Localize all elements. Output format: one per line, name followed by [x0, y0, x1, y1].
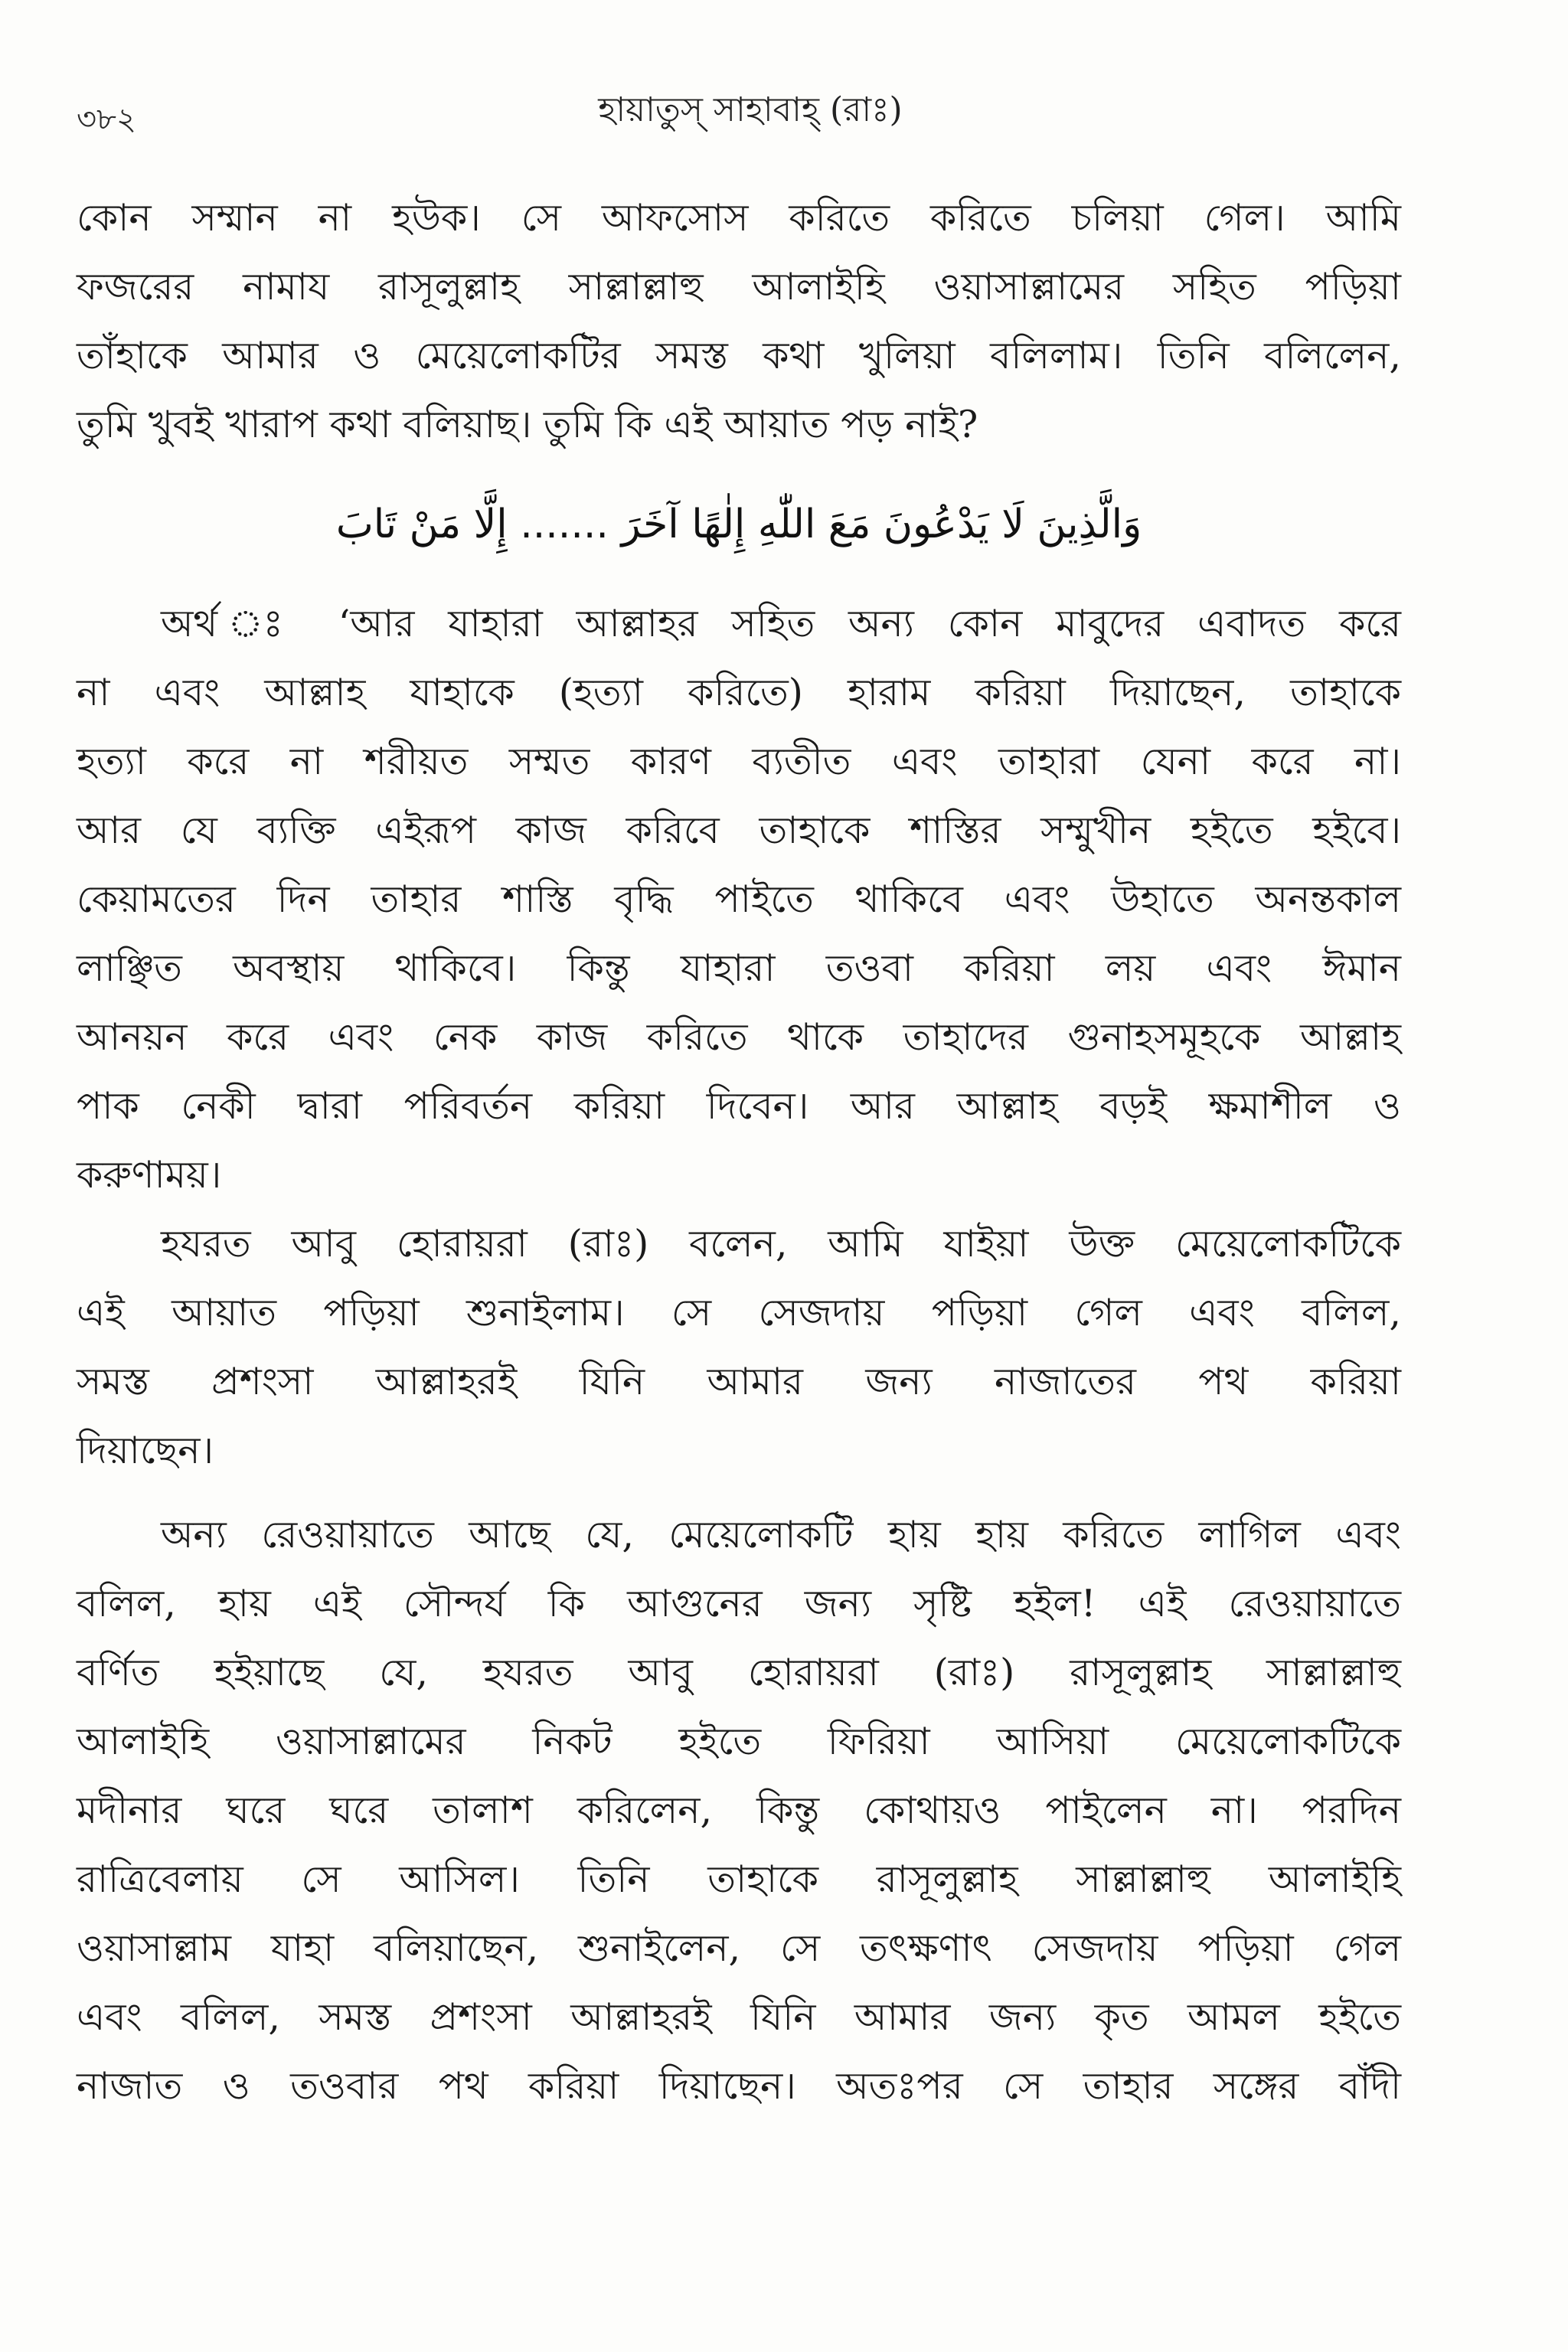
text-line: না এবং আল্লাহ যাহাকে (হত্যা করিতে) হারাম করিয়া দিয়াছেন, তাহাকে [77, 671, 1401, 714]
text-line: এবং বলিল, সমস্ত প্রশংসা আল্লাহরই যিনি আমার জন্য কৃত আমল হইতে [77, 1995, 1401, 2039]
text-line: বলিল, হায় এই সৌন্দর্য কি আগুনের জন্য সৃষ্টি হইল! এই রেওয়ায়াতে [77, 1582, 1401, 1625]
text-line: আলাইহি ওয়াসাল্লামের নিকট হইতে ফিরিয়া আসিয়া মেয়েলোকটিকে [77, 1720, 1401, 1763]
text-line: তাঁহাকে আমার ও মেয়েলোকটির সমস্ত কথা খুলিয়া বলিলাম। তিনি বলিলেন, [77, 334, 1401, 377]
page-number: ৩৮২ [77, 102, 136, 137]
text-line: সমস্ত প্রশংসা আল্লাহরই যিনি আমার জন্য নাজাতের পথ করিয়া [77, 1360, 1401, 1403]
paragraph-1 [77, 184, 1401, 459]
text-line: অর্থ ঃ ‘আর যাহারা আল্লাহর সহিত অন্য কোন মাবুদের এবাদত করে [161, 602, 1401, 645]
paragraph-4 [77, 1501, 1401, 2121]
text-line: রাত্রিবেলায় সে আসিল। তিনি তাহাকে রাসূলুল্লাহ সাল্লাল্লাহু আলাইহি [77, 1857, 1401, 1901]
paragraph-gap [77, 1485, 1401, 1501]
text-line: অন্য রেওয়ায়াতে আছে যে, মেয়েলোকটি হায় হায় করিতে লাগিল এবং [161, 1513, 1401, 1557]
text-line: করুণাময়। [77, 1153, 222, 1197]
text-line: আর যে ব্যক্তি এইরূপ কাজ করিবে তাহাকে শাস্তির সম্মুখীন হইতে হইবে। [77, 808, 1401, 852]
text-line: কোন সম্মান না হউক। সে আফসোস করিতে করিতে চলিয়া গেল। আমি [77, 196, 1401, 240]
text-line: মদীনার ঘরে ঘরে তালাশ করিলেন, কিন্তু কোথায়ও পাইলেন না। পরদিন [77, 1788, 1401, 1832]
text-line: পাক নেকী দ্বারা পরিবর্তন করিয়া দিবেন। আর আল্লাহ বড়ই ক্ষমাশীল ও [77, 1084, 1401, 1128]
text-line: এই আয়াত পড়িয়া শুনাইলাম। সে সেজদায় পড়িয়া গেল এবং বলিল, [77, 1291, 1401, 1334]
text-line: আনয়ন করে এবং নেক কাজ করিতে থাকে তাহাদের গুনাহসমূহকে আল্লাহ [77, 1015, 1401, 1059]
running-title: হায়াতুস্ সাহাবাহ্ (রাঃ) [598, 90, 903, 129]
paragraph-3 [77, 1210, 1401, 1485]
text-line: তুমি খুবই খারাপ কথা বলিয়াছ। তুমি কি এই আয়াত পড় নাই? [77, 403, 978, 446]
body-text [77, 184, 1401, 2121]
text-line: দিয়াছেন। [77, 1429, 214, 1472]
text-line: নাজাত ও তওবার পথ করিয়া দিয়াছেন। অতঃপর সে তাহার সঙ্গের বাঁদী [77, 2064, 1401, 2108]
text-line: ওয়াসাল্লাম যাহা বলিয়াছেন, শুনাইলেন, সে তৎক্ষণাৎ সেজদায় পড়িয়া গেল [77, 1926, 1401, 1970]
text-line: ফজরের নামায রাসূলুল্লাহ সাল্লাল্লাহু আলাইহি ওয়াসাল্লামের সহিত পড়িয়া [77, 265, 1401, 309]
text-line: কেয়ামতের দিন তাহার শাস্তি বৃদ্ধি পাইতে থাকিবে এবং উহাতে অনন্তকাল [77, 877, 1401, 921]
text-line: হযরত আবু হোরায়রা (রাঃ) বলেন, আমি যাইয়া উক্ত মেয়েলোকটিকে [161, 1222, 1401, 1266]
page-header [77, 84, 1424, 138]
text-line: বর্ণিত হইয়াছে যে, হযরত আবু হোরায়রা (রাঃ) রাসূলুল্লাহ সাল্লাল্লাহু [77, 1651, 1401, 1694]
paragraph-2-meaning [77, 590, 1401, 1210]
text-line: লাঞ্ছিত অবস্থায় থাকিবে। কিন্তু যাহারা তওবা করিয়া লয় এবং ঈমান [77, 946, 1401, 990]
text-line: হত্যা করে না শরীয়ত সম্মত কারণ ব্যতীত এবং তাহারা যেনা করে না। [77, 740, 1401, 783]
quran-verse: وَالَّذِينَ لَا يَدْعُونَ مَعَ اللّٰهِ إِلٰهًا آخَرَ ....... إِلَّا مَنْ تَابَ [335, 501, 1142, 547]
